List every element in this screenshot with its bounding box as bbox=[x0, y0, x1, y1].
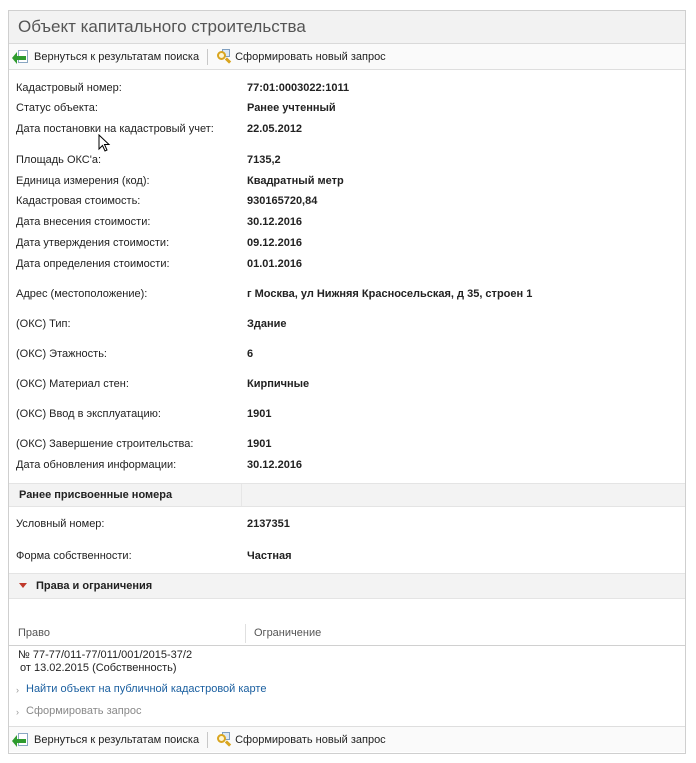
section-heading: Права и ограничения bbox=[36, 580, 153, 592]
field-label: Дата определения стоимости: bbox=[16, 258, 170, 270]
back-to-results-button[interactable] bbox=[13, 49, 201, 65]
back-to-results-label: Вернуться к результатам поиска bbox=[34, 50, 200, 63]
field-label: Дата утверждения стоимости: bbox=[16, 237, 170, 249]
field-value: Частная bbox=[247, 550, 292, 562]
field-label: (ОКС) Завершение строительства: bbox=[16, 438, 194, 450]
field-value: 77:01:0003022:1011 bbox=[247, 82, 350, 94]
make-request-link[interactable]: Сформировать запрос bbox=[26, 705, 142, 717]
field-value: 1901 bbox=[247, 408, 272, 420]
rights-table-header bbox=[9, 622, 685, 646]
field-value: Здание bbox=[247, 318, 287, 330]
field-value: Ранее учтенный bbox=[247, 102, 336, 114]
field-label: (ОКС) Материал стен: bbox=[16, 378, 129, 390]
back-to-results-button[interactable] bbox=[13, 732, 201, 748]
field-value: г Москва, ул Нижняя Красносельская, д 35, строен 1 bbox=[247, 288, 533, 300]
chevron-right-icon: › bbox=[16, 707, 19, 717]
field-value: 22.05.2012 bbox=[247, 123, 303, 135]
new-query-button[interactable] bbox=[214, 49, 388, 65]
field-label: Адрес (местоположение): bbox=[16, 288, 148, 300]
column-divider bbox=[245, 624, 246, 643]
toolbar-bottom bbox=[9, 726, 685, 752]
field-label: Условный номер: bbox=[16, 518, 105, 530]
field-value: 930165720,84 bbox=[247, 195, 318, 207]
toolbar-divider bbox=[207, 732, 208, 748]
field-value: 1901 bbox=[247, 438, 272, 450]
field-label: Статус объекта: bbox=[16, 102, 98, 114]
field-label: (ОКС) Ввод в эксплуатацию: bbox=[16, 408, 161, 420]
field-value: 01.01.2016 bbox=[247, 258, 303, 270]
caret-down-icon bbox=[19, 583, 27, 588]
chevron-right-icon: › bbox=[16, 685, 19, 695]
new-query-label: Сформировать новый запрос bbox=[235, 50, 386, 63]
new-query-label: Сформировать новый запрос bbox=[235, 733, 386, 746]
field-label: (ОКС) Тип: bbox=[16, 318, 71, 330]
rights-entry-number: № 77-77/011-77/011/001/2015-37/2 bbox=[18, 649, 193, 661]
field-value: 6 bbox=[247, 348, 254, 360]
field-value: 7135,2 bbox=[247, 154, 281, 166]
toolbar-divider bbox=[207, 49, 208, 65]
field-label: Дата постановки на кадастровый учет: bbox=[16, 123, 214, 135]
field-label: Кадастровая стоимость: bbox=[16, 195, 141, 207]
rights-entry-date: от 13.02.2015 (Собственность) bbox=[20, 662, 177, 674]
new-query-button[interactable] bbox=[214, 732, 388, 748]
field-value: 2137351 bbox=[247, 518, 290, 530]
field-label: Дата внесения стоимости: bbox=[16, 216, 151, 228]
object-panel bbox=[8, 10, 686, 754]
field-label: Площадь ОКС'а: bbox=[16, 154, 101, 166]
back-to-results-label: Вернуться к результатам поиска bbox=[34, 733, 200, 746]
back-arrow-icon bbox=[15, 732, 31, 748]
field-label: Дата обновления информации: bbox=[16, 459, 177, 471]
field-value: 09.12.2016 bbox=[247, 237, 303, 249]
field-value: Квадратный метр bbox=[247, 175, 344, 187]
search-document-icon bbox=[216, 732, 232, 748]
field-label: Форма собственности: bbox=[16, 550, 132, 562]
field-label: (ОКС) Этажность: bbox=[16, 348, 107, 360]
section-rights-toggle[interactable] bbox=[9, 573, 685, 599]
mouse-cursor-icon bbox=[98, 134, 112, 154]
section-heading: Ранее присвоенные номера bbox=[19, 489, 173, 501]
field-label: Кадастровый номер: bbox=[16, 82, 122, 94]
column-header-restriction: Ограничение bbox=[254, 627, 322, 639]
section-previous-numbers bbox=[9, 483, 685, 507]
public-map-link[interactable]: Найти объект на публичной кадастровой карте bbox=[26, 683, 267, 695]
back-arrow-icon bbox=[15, 49, 31, 65]
column-divider bbox=[241, 484, 242, 506]
field-value: 30.12.2016 bbox=[247, 459, 303, 471]
field-value: 30.12.2016 bbox=[247, 216, 303, 228]
column-header-right: Право bbox=[18, 627, 50, 639]
toolbar-top bbox=[9, 44, 685, 70]
page-title: Объект капитального строительства bbox=[9, 11, 685, 44]
field-label: Единица измерения (код): bbox=[16, 175, 150, 187]
search-document-icon bbox=[216, 49, 232, 65]
field-value: Кирпичные bbox=[247, 378, 310, 390]
